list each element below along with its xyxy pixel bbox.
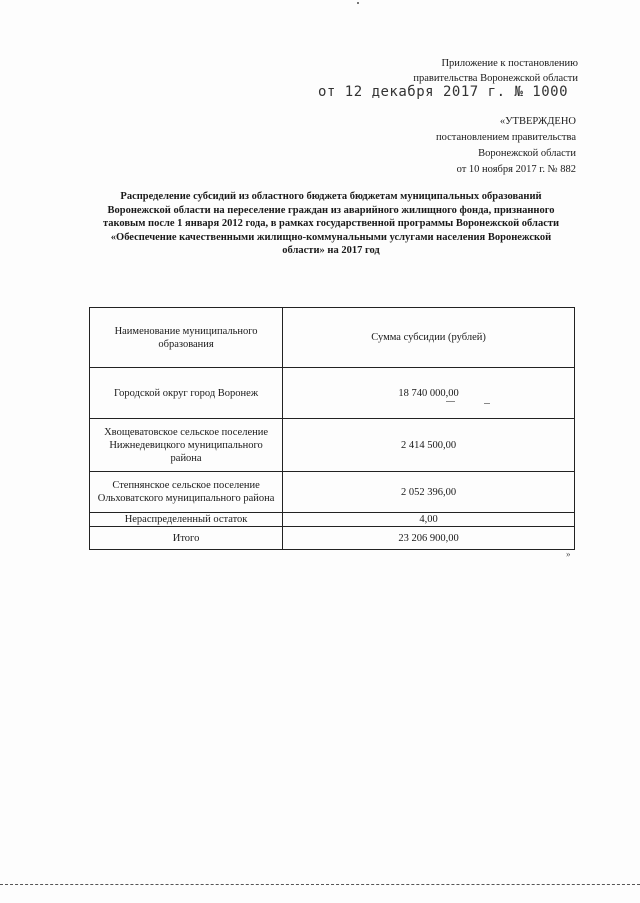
header-sum-cell: Сумма субсидии (рублей): [283, 308, 575, 368]
document-title: [86, 190, 576, 258]
title-line-1: Распределение субсидий из областного бюджета бюджетам муниципальных образований: [120, 191, 542, 202]
approved-line-2: постановлением правительства: [435, 132, 576, 143]
sum-value: 18 740 000,00: [398, 387, 459, 399]
header-name-cell: [90, 308, 283, 368]
municipality-cell: [90, 368, 283, 419]
total-sum-cell: 23 206 900,00: [283, 527, 575, 550]
sum-cell: [283, 368, 575, 419]
municipality-line: Степнянское сельское поселение: [112, 480, 260, 491]
scan-mark: [484, 403, 490, 404]
municipality-cell: [90, 472, 283, 513]
header-name-line-1: Наименование муниципального: [114, 325, 258, 337]
approval-reference: [436, 114, 576, 178]
approved-line-4: от 10 ноября 2017 г. № 882: [456, 164, 576, 175]
approved-line-1: «УТВЕРЖДЕНО: [499, 116, 576, 127]
sum-cell: 2 052 396,00: [283, 472, 575, 513]
municipality-line: Городской округ город Воронеж: [114, 387, 259, 399]
municipality-cell: [90, 513, 283, 527]
title-line-4: «Обеспечение качественными жилищно-коммунальными услугами населения Воронежской: [110, 231, 552, 243]
annex-reference: [413, 56, 578, 86]
total-label: Итого: [172, 532, 200, 544]
municipality-line: Нераспределенный остаток: [124, 514, 248, 525]
sum-cell: 4,00: [283, 513, 575, 527]
title-line-5: области» на 2017 год: [282, 245, 380, 256]
title-line-3: таковым после 1 января 2012 года, в рамках государственной программы Воронежской области: [102, 218, 560, 229]
table-row: [90, 513, 575, 527]
municipality-line: Ольховатского муниципального района: [97, 493, 275, 504]
scan-mark: [446, 401, 455, 402]
date-number-stamp: от 12 декабря 2017 г. № 1000: [318, 84, 569, 100]
annex-line-1: Приложение к постановлению: [441, 58, 578, 69]
closing-quote: »: [566, 549, 571, 559]
total-label-cell: [90, 527, 283, 550]
annex-line-2: правительства Воронежской области: [413, 73, 578, 84]
scan-bottom-edge: [0, 884, 640, 885]
municipality-line: Нижнедевицкого муниципального: [109, 439, 263, 451]
table-total-row: [90, 527, 575, 550]
table-row: [90, 419, 575, 472]
municipality-line: района: [170, 452, 202, 464]
approved-line-3: Воронежской области: [478, 148, 576, 159]
sum-cell: 2 414 500,00: [283, 419, 575, 472]
table-row: [90, 368, 575, 419]
table-header-row: [90, 308, 575, 368]
scan-speck: [357, 2, 359, 4]
municipality-cell: [90, 419, 283, 472]
municipality-line: Хвощеватовское сельское поселение: [104, 426, 269, 438]
table-row: [90, 472, 575, 513]
subsidy-table: [89, 307, 575, 550]
title-line-2: Воронежской области на переселение граждан из аварийного жилищного фонда, признанного: [107, 204, 555, 216]
header-name-line-2: образования: [158, 338, 214, 350]
